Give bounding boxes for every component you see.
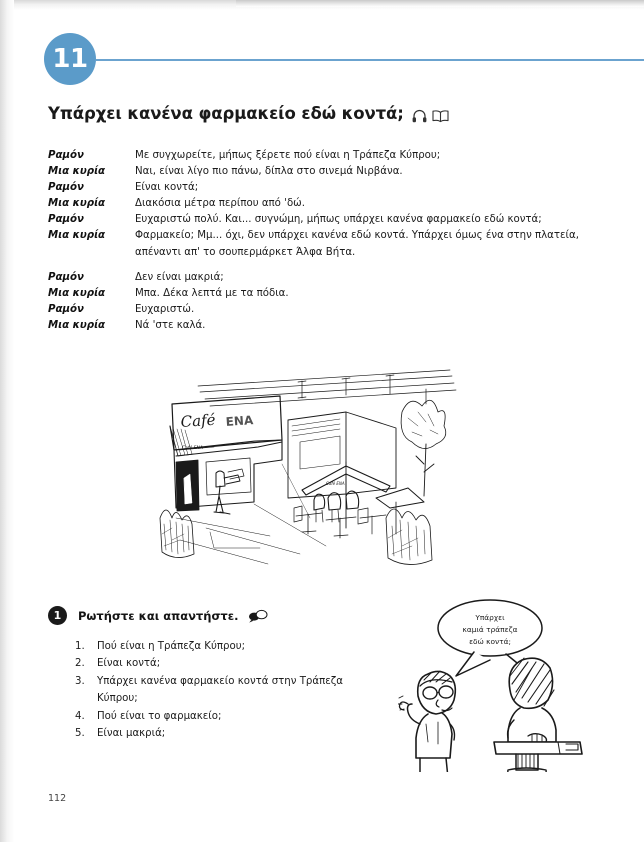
dialogue-speaker: Ραμόν: [48, 303, 84, 315]
question-number: 1.: [75, 641, 85, 652]
cafe-scene-drawing: [150, 368, 460, 573]
dialogue-text: Ναι, είναι λίγο πιο πάνω, δίπλα στο σινεμά Νιρβάνα.: [135, 166, 403, 178]
dialogue-line: [48, 148, 608, 164]
page-edge-notch: [236, 0, 644, 7]
dialogue-speaker: Ραμόν: [48, 182, 84, 194]
dialogue-line: [48, 196, 608, 212]
dialogue-block: [48, 148, 608, 334]
header-divider-rule: [96, 59, 644, 61]
exercise-question-list: [48, 638, 378, 742]
dialogue-text: Ευχαριστώ πολύ. Και... συγνώμη, μήπως υπάρχει κανένα φαρμακείο εδώ κοντά;: [135, 214, 542, 226]
question-text: Είναι μακριά;: [97, 728, 166, 740]
cafe-illustration: [150, 368, 460, 573]
question-number: 5.: [75, 728, 85, 740]
question-text: Πού είναι η Τράπεζα Κύπρου;: [97, 641, 246, 652]
page-title-text: Υπάρχει κανένα φαρμακείο εδώ κοντά;: [48, 104, 404, 123]
dialogue-line: [48, 228, 608, 260]
dialogue-speaker: Μια κυρία: [48, 198, 106, 210]
bubble-line-2: καμιά τράπεζα: [462, 625, 518, 634]
bubble-line-1: Υπάρχει: [475, 613, 505, 622]
dialogue-line: [48, 318, 608, 334]
exercise-number-label: 1: [53, 609, 62, 622]
dialogue-text: Μπα. Δέκα λεπτά με τα πόδια.: [135, 287, 289, 299]
page-title: [48, 104, 449, 124]
headphones-icon: [412, 109, 427, 123]
dialogue-speaker: Μια κυρία: [48, 166, 106, 178]
cartoon-illustration: [398, 592, 598, 772]
svg-text:Café ΕΝΑ: Café ΕΝΑ: [326, 481, 345, 486]
title-icon-group: [412, 105, 449, 124]
list-item: [48, 655, 378, 672]
open-book-icon: [432, 109, 449, 123]
dialogue-line: [48, 164, 608, 180]
dialogue-line: [48, 270, 608, 286]
list-item: [48, 708, 378, 725]
dialogue-text: Δεν είναι μακριά;: [135, 271, 224, 283]
question-text: Υπάρχει κανένα φαρμακείο κοντά στην Τράπεζα Κύπρου;: [97, 675, 343, 705]
dialogue-speaker: Μια κυρία: [48, 230, 106, 242]
exercise-header: [48, 606, 378, 625]
exercise-title: Ρωτήστε και απαντήστε.: [78, 608, 239, 623]
chapter-number-label: 11: [52, 44, 88, 74]
page-edge-shadow-left: [0, 0, 14, 842]
question-text: Πού είναι το φαρμακείο;: [97, 710, 222, 722]
question-number: 3.: [75, 675, 85, 687]
list-item: [48, 673, 378, 708]
dialogue-speaker: Ραμόν: [48, 271, 84, 283]
question-text: Είναι κοντά;: [97, 658, 161, 670]
list-item: [48, 725, 378, 742]
question-number: 2.: [75, 658, 85, 670]
exercise-number-badge: [48, 606, 67, 625]
dialogue-speaker: Μια κυρία: [48, 287, 106, 299]
dialogue-text: Νά 'στε καλά.: [135, 319, 206, 331]
page-number: 112: [48, 793, 67, 804]
dialogue-text: Διακόσια μέτρα περίπου από 'δώ.: [135, 198, 305, 210]
speech-bubble-icon: [248, 609, 268, 623]
exercise-block: [48, 606, 378, 742]
bubble-line-3: εδώ κοντά;: [469, 637, 511, 646]
cartoon-two-people-drawing: [398, 592, 598, 772]
dialogue-text: Με συγχωρείτε, μήπως ξέρετε πού είναι η Τράπεζα Κύπρου;: [135, 150, 441, 161]
list-item: [48, 638, 378, 655]
svg-text:ΕΝΑ: ΕΝΑ: [225, 413, 254, 429]
dialogue-speaker: Ραμόν: [48, 214, 84, 226]
chapter-number-badge: [44, 33, 96, 85]
svg-text:Café: Café: [180, 410, 217, 431]
dialogue-text: Είναι κοντά;: [135, 182, 199, 194]
question-number: 4.: [75, 710, 85, 722]
svg-text:Café ΕΝΑ: Café ΕΝΑ: [182, 446, 203, 451]
dialogue-line: [48, 302, 608, 318]
dialogue-line: [48, 212, 608, 228]
dialogue-text: Φαρμακείο; Μμ... όχι, δεν υπάρχει κανένα εδώ κοντά. Υπάρχει όμως ένα στην πλατεία, απέναντι απ' το σουπερμάρκετ Άλφα Βήτα.: [135, 230, 579, 258]
dialogue-text: Ευχαριστώ.: [135, 303, 195, 315]
page-edge-shadow-top: [0, 0, 644, 10]
dialogue-speaker: Μια κυρία: [48, 319, 106, 331]
dialogue-speaker: Ραμόν: [48, 150, 84, 161]
dialogue-line: [48, 286, 608, 302]
dialogue-line: [48, 180, 608, 196]
